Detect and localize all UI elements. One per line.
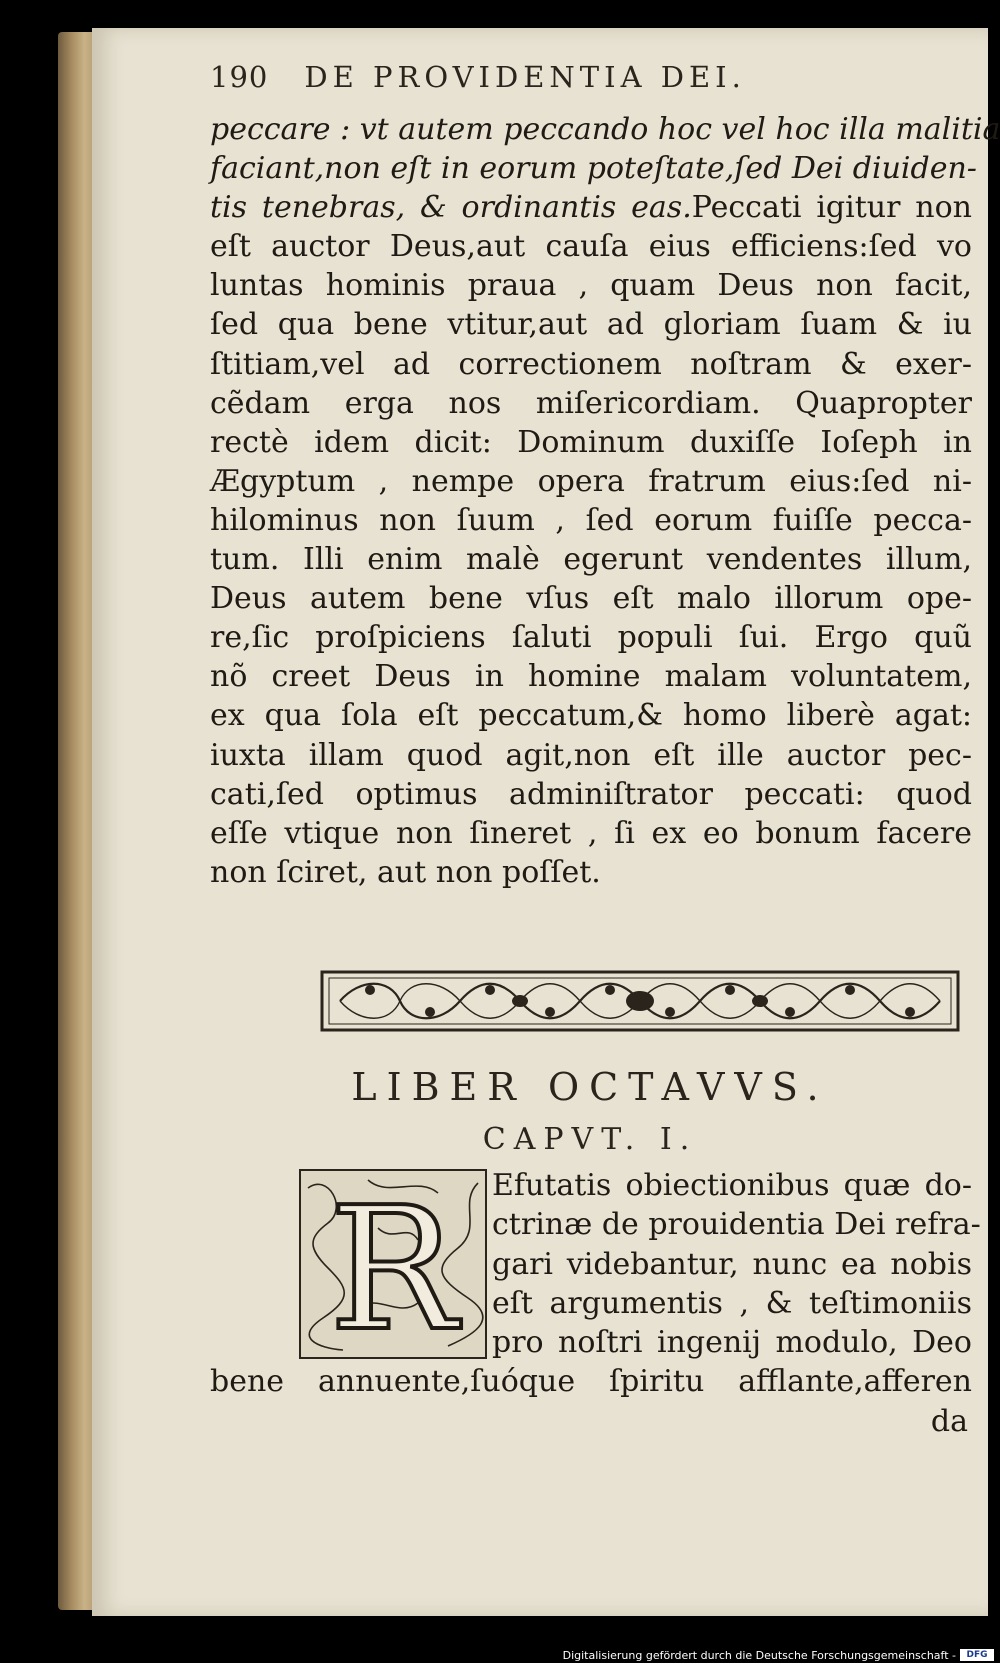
text-line: tum. Illi enim malè egerunt vendentes illum, — [210, 542, 972, 578]
running-head — [210, 60, 910, 94]
text-line: cẽdam erga nos miſericordiam. Quapropter — [210, 385, 972, 421]
catchword: da — [930, 1403, 968, 1439]
text-line: nõ creet Deus in homine malam voluntatem, — [210, 659, 972, 695]
text-line — [210, 188, 972, 227]
text-line: non ſciret, aut non poſſet. — [210, 854, 601, 890]
text-line: hilominus non ſuum , ſed eorum fuiſſe pecca- — [210, 502, 972, 538]
text-line: faciant,non eſt in eorum poteſtate,ſed Dei diuiden- — [210, 151, 977, 187]
body-text — [210, 110, 1000, 892]
initial-letter: R — [329, 1171, 457, 1360]
digitization-credit: Digitalisierung gefördert durch die Deutsche Forschungsgemeinschaft - — [562, 1649, 956, 1662]
running-title: DE PROVIDENTIA DEI. — [304, 60, 746, 94]
text-line: pro noſtri ingenij modulo, Deo — [492, 1325, 972, 1361]
text-line: ctrinæ de prouidentia Dei refra- — [492, 1207, 981, 1243]
text-line: eſſe vtique non ſineret , ſi ex eo bonum facere — [210, 815, 972, 851]
text-line: ſtitiam,vel ad correctionem noſtram & exer- — [210, 346, 972, 382]
text-line: luntas hominis praua , quam Deus non facit, — [210, 268, 972, 304]
book-title: LIBER OCTAVVS. — [351, 1065, 829, 1109]
text-line: Ægyptum , nempe opera fratrum eius:ſed ni- — [210, 463, 972, 499]
text-line: ſed qua bene vtitur,aut ad gloriam ſuam & iu — [210, 307, 972, 343]
text-line: eſt argumentis , & teſtimoniis — [492, 1285, 972, 1321]
text-line: eſt auctor Deus,aut cauſa eius efficiens:ſed vo — [210, 229, 972, 265]
text-italic-run: tis tenebras, & ordinantis eas. — [210, 190, 692, 226]
book-page-edge — [58, 32, 96, 1610]
text-line: bene annuente,ſuóque ſpiritu afflante,afferen — [210, 1364, 972, 1400]
text-line: peccare : vt autem peccando hoc vel hoc illa malitia — [210, 112, 1000, 147]
text-line: Deus autem bene vſus eſt malo illorum ope- — [210, 581, 972, 617]
text-line: cati,ſed optimus adminiſtrator peccati: quod — [210, 776, 972, 812]
chapter-text — [210, 1166, 981, 1441]
text-line: ex qua ſola eſt peccatum,& homo liberè agat: — [210, 698, 972, 734]
text-roman-run: Peccati igitur non — [691, 190, 972, 226]
text-line: gari videbantur, nunc ea nobis — [492, 1246, 972, 1282]
chapter-title: CAPVT. I. — [482, 1122, 698, 1157]
text-line: rectè idem dicit: Dominum duxiſſe Ioſeph in — [210, 424, 972, 460]
text-line: Efutatis obiectionibus quæ do- — [492, 1168, 972, 1203]
text-line: re,ſic proſpiciens ſaluti populi ſui. Ergo quũ — [210, 620, 972, 656]
dfg-logo: DFG — [960, 1649, 994, 1661]
ornament-band — [320, 968, 960, 1034]
text-line: iuxta illam quod agit,non eſt ille auctor pec- — [210, 737, 972, 773]
page-number: 190 — [210, 60, 269, 94]
